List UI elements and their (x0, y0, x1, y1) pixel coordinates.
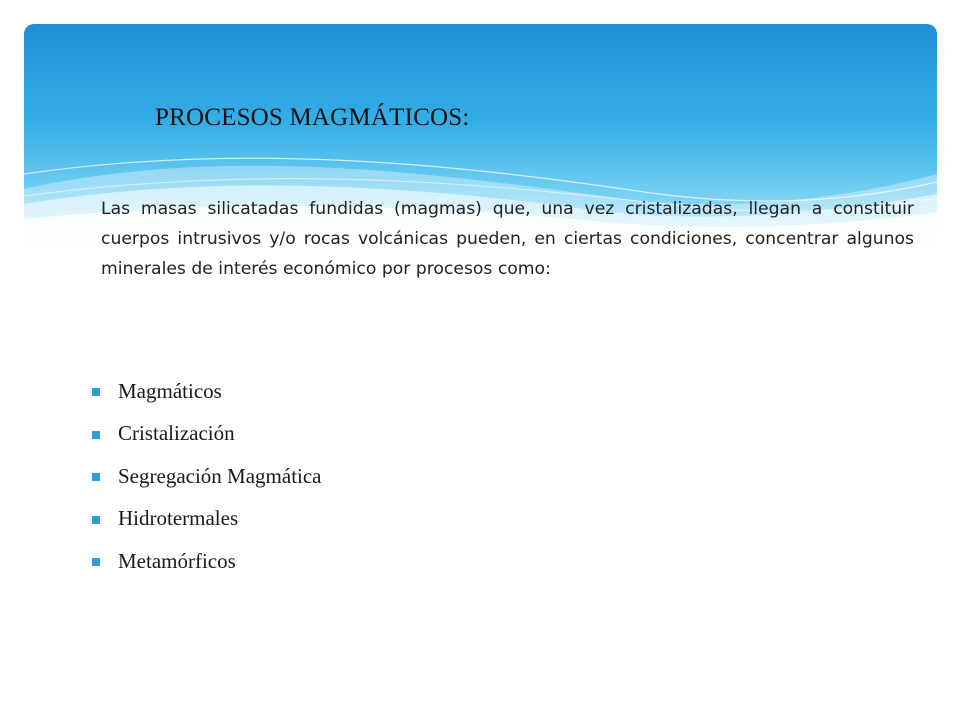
square-bullet-icon (92, 431, 100, 439)
square-bullet-icon (92, 558, 100, 566)
list-item (92, 413, 322, 456)
process-list (92, 370, 322, 583)
list-item (92, 455, 322, 498)
list-item (92, 370, 322, 413)
square-bullet-icon (92, 516, 100, 524)
list-item (92, 498, 322, 541)
square-bullet-icon (92, 473, 100, 481)
slide-title: PROCESOS MAGMÁTICOS: (155, 104, 470, 131)
list-item (92, 540, 322, 583)
intro-paragraph: Las masas silicatadas fundidas (magmas) que, una vez cristalizadas, llegan a constituir cuerpos intrusivos y/o rocas volcánicas pueden, en ciertas condiciones, concentrar algunos minerales de interés económico por procesos como: (101, 199, 914, 279)
list-item-label: Metamórficos (118, 548, 236, 573)
list-item-label: Hidrotermales (118, 506, 239, 531)
list-item-label: Cristalización (118, 421, 235, 446)
list-item-label: Magmáticos (118, 378, 222, 403)
list-item-label: Segregación Magmática (118, 463, 322, 488)
square-bullet-icon (92, 388, 100, 396)
